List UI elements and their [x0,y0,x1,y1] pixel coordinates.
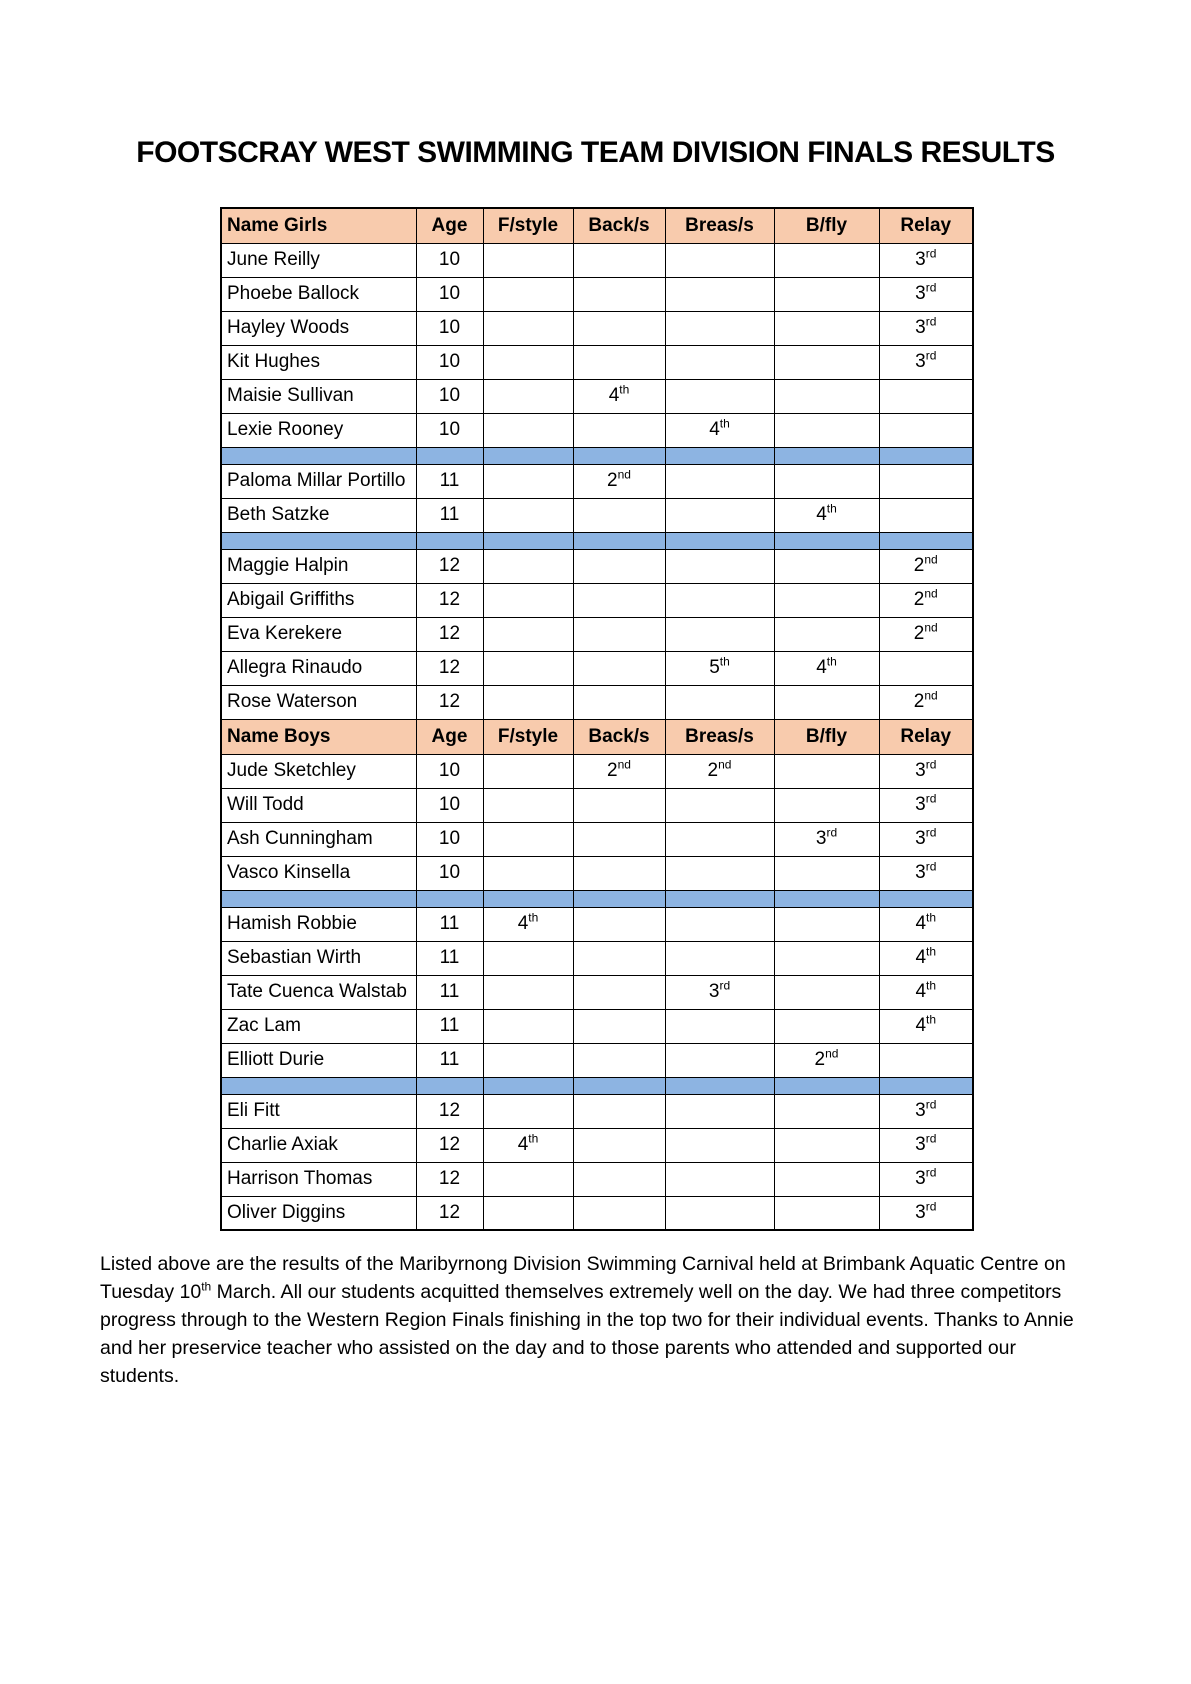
backs-cell [573,549,665,583]
name-cell: Charlie Axiak [221,1128,416,1162]
fstyle-cell [483,822,573,856]
age-cell: 12 [416,685,483,719]
backs-cell [573,311,665,345]
bfly-cell [774,277,879,311]
name-cell: Harrison Thomas [221,1162,416,1196]
table-row [221,754,973,788]
table-row [221,1094,973,1128]
age-cell: 10 [416,311,483,345]
column-header: Name Girls [221,208,416,243]
age-cell: 11 [416,975,483,1009]
relay-cell [879,379,973,413]
breass-cell [665,498,774,532]
fstyle-cell [483,1196,573,1230]
backs-cell [573,1094,665,1128]
results-table-body [221,208,973,1230]
separator-cell [483,532,573,549]
age-cell: 10 [416,822,483,856]
fstyle-cell [483,311,573,345]
table-row [221,243,973,277]
breass-cell [665,788,774,822]
column-header: Relay [879,719,973,754]
age-cell: 11 [416,941,483,975]
separator-row [221,890,973,907]
name-cell: Vasco Kinsella [221,856,416,890]
column-header: Breas/s [665,719,774,754]
name-cell: Kit Hughes [221,345,416,379]
age-cell: 10 [416,413,483,447]
bfly-cell: 2nd [774,1043,879,1077]
separator-cell [665,890,774,907]
document-title: FOOTSCRAY WEST SWIMMING TEAM DIVISION FINALS RESULTS [136,136,1055,169]
age-cell: 11 [416,498,483,532]
separator-cell [774,1077,879,1094]
table-row [221,379,973,413]
relay-cell: 3rd [879,243,973,277]
name-cell: Abigail Griffiths [221,583,416,617]
name-cell: Zac Lam [221,1009,416,1043]
name-cell: Eva Kerekere [221,617,416,651]
name-cell: Rose Waterson [221,685,416,719]
bfly-cell [774,788,879,822]
relay-cell: 4th [879,975,973,1009]
table-row [221,498,973,532]
name-cell: Sebastian Wirth [221,941,416,975]
relay-cell [879,464,973,498]
backs-cell [573,345,665,379]
name-cell: Ash Cunningham [221,822,416,856]
separator-cell [879,532,973,549]
separator-cell [221,532,416,549]
summary-superscript: th [201,1279,212,1294]
fstyle-cell [483,277,573,311]
table-row [221,1009,973,1043]
column-header: Age [416,719,483,754]
separator-cell [774,532,879,549]
breass-cell [665,941,774,975]
backs-cell [573,243,665,277]
backs-cell [573,583,665,617]
backs-cell [573,1196,665,1230]
breass-cell [665,549,774,583]
name-cell: Tate Cuenca Walstab [221,975,416,1009]
breass-cell [665,907,774,941]
backs-cell: 4th [573,379,665,413]
relay-cell: 3rd [879,311,973,345]
age-cell: 12 [416,1196,483,1230]
separator-cell [774,447,879,464]
relay-cell: 2nd [879,617,973,651]
relay-cell: 3rd [879,788,973,822]
separator-cell [774,890,879,907]
separator-cell [665,532,774,549]
backs-cell [573,788,665,822]
column-header: Name Boys [221,719,416,754]
backs-cell [573,413,665,447]
column-header: Back/s [573,719,665,754]
column-header: Back/s [573,208,665,243]
breass-cell [665,583,774,617]
table-row [221,1162,973,1196]
bfly-cell [774,856,879,890]
summary-text-part2: March. All our students acquitted themselves extremely well on the day. We had three competitors progress through to the Western Region Finals finishing in the top two for their individual events. Thanks to Annie and her preservice teacher who assisted on the day and to those parents who attended and supported our students. [100,1281,1074,1387]
backs-cell [573,856,665,890]
fstyle-cell [483,685,573,719]
separator-cell [573,532,665,549]
breass-cell [665,1162,774,1196]
summary-paragraph [100,1250,1097,1390]
bfly-cell [774,583,879,617]
backs-cell [573,498,665,532]
relay-cell: 3rd [879,277,973,311]
breass-cell [665,379,774,413]
separator-cell [573,1077,665,1094]
separator-cell [416,447,483,464]
table-row [221,856,973,890]
backs-cell [573,685,665,719]
bfly-cell [774,1128,879,1162]
fstyle-cell [483,788,573,822]
separator-cell [879,1077,973,1094]
relay-cell: 3rd [879,1128,973,1162]
separator-cell [416,890,483,907]
name-cell: Eli Fitt [221,1094,416,1128]
name-cell: Oliver Diggins [221,1196,416,1230]
breass-cell [665,345,774,379]
fstyle-cell: 4th [483,907,573,941]
age-cell: 12 [416,1128,483,1162]
column-header: Relay [879,208,973,243]
column-header: Age [416,208,483,243]
fstyle-cell [483,1043,573,1077]
age-cell: 12 [416,549,483,583]
separator-cell [483,890,573,907]
name-cell: Lexie Rooney [221,413,416,447]
relay-cell: 2nd [879,549,973,583]
header-row [221,719,973,754]
relay-cell: 3rd [879,345,973,379]
breass-cell [665,1094,774,1128]
bfly-cell [774,975,879,1009]
relay-cell: 4th [879,907,973,941]
fstyle-cell [483,413,573,447]
fstyle-cell [483,379,573,413]
fstyle-cell [483,754,573,788]
fstyle-cell [483,1009,573,1043]
separator-cell [416,1077,483,1094]
separator-row [221,532,973,549]
breass-cell [665,311,774,345]
table-row [221,1128,973,1162]
fstyle-cell [483,941,573,975]
name-cell: Hamish Robbie [221,907,416,941]
separator-cell [483,1077,573,1094]
breass-cell [665,1128,774,1162]
age-cell: 10 [416,754,483,788]
fstyle-cell [483,1162,573,1196]
fstyle-cell [483,856,573,890]
backs-cell [573,1043,665,1077]
separator-cell [665,447,774,464]
relay-cell: 2nd [879,685,973,719]
relay-cell: 4th [879,941,973,975]
fstyle-cell [483,583,573,617]
relay-cell: 3rd [879,754,973,788]
backs-cell [573,1009,665,1043]
fstyle-cell [483,1094,573,1128]
separator-cell [879,447,973,464]
table-row [221,549,973,583]
breass-cell [665,464,774,498]
table-row [221,345,973,379]
relay-cell: 3rd [879,856,973,890]
breass-cell: 2nd [665,754,774,788]
relay-cell: 3rd [879,1094,973,1128]
bfly-cell [774,311,879,345]
breass-cell [665,277,774,311]
bfly-cell [774,685,879,719]
breass-cell [665,1196,774,1230]
name-cell: June Reilly [221,243,416,277]
name-cell: Allegra Rinaudo [221,651,416,685]
breass-cell [665,856,774,890]
bfly-cell [774,379,879,413]
fstyle-cell [483,549,573,583]
header-row [221,208,973,243]
age-cell: 10 [416,277,483,311]
breass-cell [665,822,774,856]
backs-cell [573,1162,665,1196]
breass-cell [665,617,774,651]
separator-row [221,1077,973,1094]
bfly-cell [774,413,879,447]
age-cell: 10 [416,856,483,890]
age-cell: 10 [416,345,483,379]
name-cell: Beth Satzke [221,498,416,532]
bfly-cell [774,1094,879,1128]
table-row [221,651,973,685]
table-row [221,617,973,651]
age-cell: 11 [416,907,483,941]
age-cell: 12 [416,617,483,651]
column-header: F/style [483,208,573,243]
table-row [221,413,973,447]
bfly-cell [774,243,879,277]
name-cell: Maggie Halpin [221,549,416,583]
relay-cell: 4th [879,1009,973,1043]
relay-cell [879,1043,973,1077]
backs-cell [573,1128,665,1162]
bfly-cell [774,617,879,651]
breass-cell [665,685,774,719]
breass-cell: 4th [665,413,774,447]
table-row [221,941,973,975]
breass-cell: 5th [665,651,774,685]
table-row [221,464,973,498]
name-cell: Maisie Sullivan [221,379,416,413]
name-cell: Phoebe Ballock [221,277,416,311]
bfly-cell [774,464,879,498]
fstyle-cell [483,651,573,685]
separator-cell [221,1077,416,1094]
fstyle-cell [483,464,573,498]
age-cell: 12 [416,651,483,685]
age-cell: 10 [416,379,483,413]
table-row [221,822,973,856]
table-row [221,907,973,941]
backs-cell [573,651,665,685]
separator-row [221,447,973,464]
table-row [221,975,973,1009]
relay-cell: 3rd [879,1162,973,1196]
name-cell: Jude Sketchley [221,754,416,788]
backs-cell: 2nd [573,464,665,498]
age-cell: 12 [416,1162,483,1196]
backs-cell [573,975,665,1009]
column-header: F/style [483,719,573,754]
age-cell: 12 [416,1094,483,1128]
backs-cell [573,617,665,651]
bfly-cell [774,754,879,788]
age-cell: 12 [416,583,483,617]
breass-cell: 3rd [665,975,774,1009]
table-row [221,788,973,822]
separator-cell [573,447,665,464]
fstyle-cell [483,345,573,379]
name-cell: Hayley Woods [221,311,416,345]
bfly-cell [774,1009,879,1043]
backs-cell [573,277,665,311]
bfly-cell [774,941,879,975]
relay-cell [879,498,973,532]
separator-cell [221,890,416,907]
relay-cell [879,413,973,447]
column-header: B/fly [774,719,879,754]
age-cell: 11 [416,1009,483,1043]
table-row [221,1196,973,1230]
age-cell: 10 [416,788,483,822]
relay-cell: 3rd [879,1196,973,1230]
separator-cell [221,447,416,464]
backs-cell: 2nd [573,754,665,788]
separator-cell [879,890,973,907]
name-cell: Will Todd [221,788,416,822]
column-header: Breas/s [665,208,774,243]
column-header: B/fly [774,208,879,243]
summary-text-part1: Listed above are the results of the Maribyrnong Division Swimming Carnival held at Brimbank Aquatic Centre on Tuesday 10 [100,1253,1066,1303]
table-row [221,583,973,617]
backs-cell [573,941,665,975]
bfly-cell [774,549,879,583]
fstyle-cell [483,975,573,1009]
bfly-cell [774,345,879,379]
backs-cell [573,822,665,856]
bfly-cell [774,1196,879,1230]
table-row [221,277,973,311]
fstyle-cell [483,498,573,532]
bfly-cell [774,907,879,941]
relay-cell: 2nd [879,583,973,617]
separator-cell [483,447,573,464]
relay-cell [879,651,973,685]
separator-cell [416,532,483,549]
bfly-cell: 4th [774,498,879,532]
name-cell: Elliott Durie [221,1043,416,1077]
separator-cell [573,890,665,907]
table-row [221,1043,973,1077]
breass-cell [665,243,774,277]
backs-cell [573,907,665,941]
fstyle-cell [483,617,573,651]
age-cell: 10 [416,243,483,277]
separator-cell [665,1077,774,1094]
breass-cell [665,1009,774,1043]
fstyle-cell [483,243,573,277]
bfly-cell: 3rd [774,822,879,856]
table-row [221,685,973,719]
name-cell: Paloma Millar Portillo [221,464,416,498]
table-row [221,311,973,345]
bfly-cell: 4th [774,651,879,685]
breass-cell [665,1043,774,1077]
results-table [220,207,974,1231]
fstyle-cell: 4th [483,1128,573,1162]
relay-cell: 3rd [879,822,973,856]
age-cell: 11 [416,464,483,498]
bfly-cell [774,1162,879,1196]
age-cell: 11 [416,1043,483,1077]
